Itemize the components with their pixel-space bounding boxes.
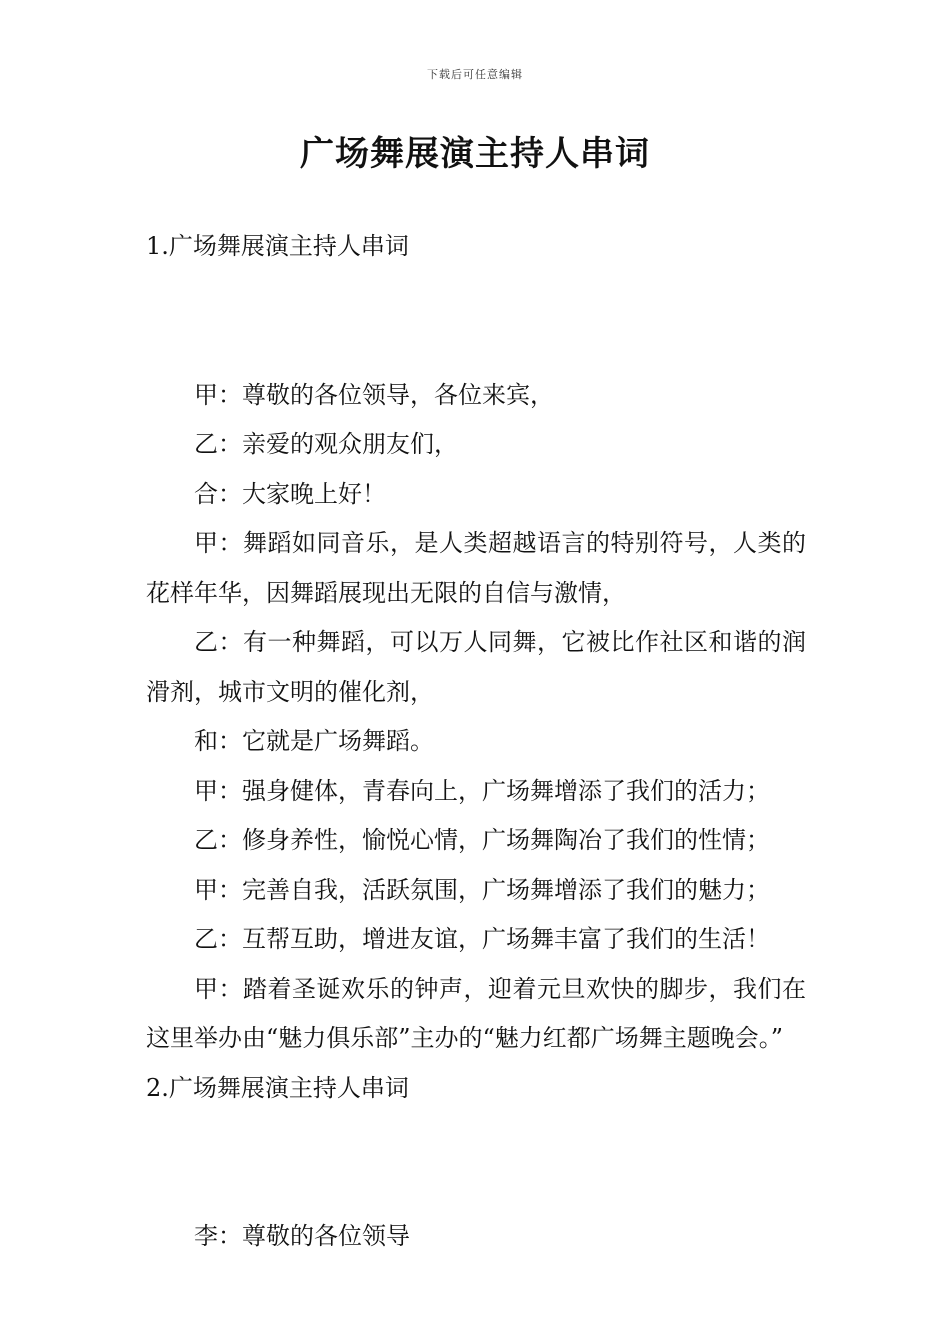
- section-heading: 1.广场舞展演主持人串词: [146, 232, 409, 260]
- dialogue-line: 乙：互帮互助，增进友谊，广场舞丰富了我们的生活！: [194, 925, 770, 953]
- header-note: 下载后可任意编辑: [427, 68, 523, 81]
- dialogue-line: 甲：完善自我，活跃氛围，广场舞增添了我们的魅力；: [194, 875, 770, 904]
- section-heading: 2.广场舞展演主持人串词: [146, 1073, 409, 1102]
- dialogue-line: 乙：修身养性，愉悦心情，广场舞陶冶了我们的性情；: [194, 826, 770, 854]
- document-body: [146, 222, 806, 1262]
- dialogue-line: 乙：有一种舞蹈，可以万人同舞，它被比作社区和谐的润滑剂，城市文明的催化剂，: [146, 628, 806, 706]
- dialogue-line: 李：尊敬的各位领导: [194, 1222, 410, 1250]
- dialogue-line: 甲：尊敬的各位领导，各位来宾，: [194, 380, 554, 409]
- blank-line: [146, 1113, 806, 1212]
- dialogue-line: 甲：舞蹈如同音乐，是人类超越语言的特别符号，人类的花样年华，因舞蹈展现出无限的自信与激情，: [146, 529, 806, 607]
- blank-line: [146, 272, 806, 371]
- dialogue-line: 甲：强身健体，青春向上，广场舞增添了我们的活力；: [194, 776, 770, 805]
- dialogue-line: 合：大家晚上好！: [194, 479, 386, 508]
- document-title: 广场舞展演主持人串词: [300, 134, 650, 174]
- dialogue-line: 乙：亲爱的观众朋友们，: [194, 430, 458, 458]
- dialogue-line: 甲：踏着圣诞欢乐的钟声，迎着元旦欢快的脚步，我们在这里举办由“魅力俱乐部”主办的“魅力红都广场舞主题晚会。”: [146, 974, 806, 1052]
- dialogue-line: 和：它就是广场舞蹈。: [194, 727, 434, 755]
